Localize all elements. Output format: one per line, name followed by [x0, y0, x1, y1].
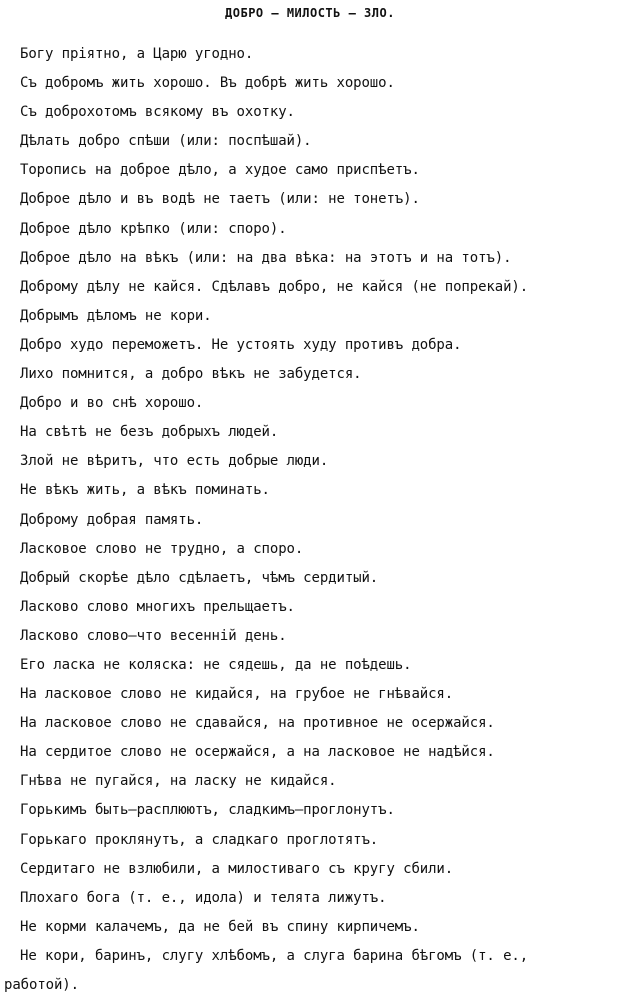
proverb-line: На сердитое слово не осержайся, а на ласковое не надѣйся. — [20, 744, 495, 761]
proverb-line: Ласково слово многихъ прельщаетъ. — [20, 598, 295, 615]
proverb-line: Не корми калачемъ, да не бей въ спину кирпичемъ. — [20, 918, 420, 935]
proverb-line: Добрый скорѣе дѣло сдѣлаетъ, чѣмъ сердитый. — [20, 569, 379, 586]
proverb-line: Его ласка не коляска: не сядешь, да не поѣдешь. — [20, 656, 412, 673]
proverb-line: Доброе дѣло и въ водѣ не таетъ (или: не тонетъ). — [20, 191, 420, 208]
proverb-line: Ласковое слово не трудно, а споро. — [20, 540, 304, 557]
proverb-line: Не вѣкъ жить, а вѣкъ поминать. — [20, 482, 270, 499]
proverb-line: Горькимъ быть—расплюютъ, сладкимъ—проглонутъ. — [20, 802, 395, 819]
proverb-line: Богу пріятно, а Царю угодно. — [20, 46, 254, 62]
proverb-line: Горькаго проклянутъ, а сладкаго проглотятъ. — [20, 831, 379, 848]
proverb-line: На ласковое слово не кидайся, на грубое не гнѣвайся. — [20, 686, 454, 703]
proverb-line: На ласковое слово не сдавайся, на противное не осержайся. — [20, 715, 495, 732]
proverb-line: Лихо помнится, а добро вѣкъ не забудется. — [20, 366, 362, 383]
proverb-line: Торопись на доброе дѣло, а худое само приспѣетъ. — [20, 162, 420, 179]
proverb-line: Добро худо переможетъ. Не устоять худу противъ добра. — [20, 336, 462, 353]
proverb-line: Сердитаго не взлюбили, а милостиваго съ кругу сбили. — [20, 860, 454, 877]
proverb-line: Доброму дѣлу не кайся. Сдѣлавъ добро, не кайся (не попрекай). — [20, 278, 529, 295]
proverb-line: Доброе дѣло крѣпко (или: споро). — [20, 220, 287, 237]
proverb-line: На свѣтѣ не безъ добрыхъ людей. — [20, 424, 279, 441]
proverb-line: Доброму добрая память. — [20, 511, 204, 528]
proverb-line: Добрымъ дѣломъ не кори. — [20, 307, 212, 324]
running-head: ДОБРО — МИЛОСТЬ — ЗЛО. — [225, 6, 395, 20]
proverb-line: Дѣлать добро спѣши (или: поспѣшай). — [20, 133, 312, 150]
proverb-line: Плохаго бога (т. е., идола) и телята лижутъ. — [20, 889, 387, 906]
proverb-line: Съ доброхотомъ всякому въ охотку. — [20, 104, 295, 121]
proverb-line: Доброе дѣло на вѣкъ (или: на два вѣка: на этотъ и на тотъ). — [20, 249, 512, 266]
proverb-list — [4, 40, 612, 1000]
proverb-line: Добро и во снѣ хорошо. — [20, 395, 204, 412]
proverb-line: Не кори, баринъ, слугу хлѣбомъ, а слуга барина бѣгомъ (т. е., — [20, 947, 529, 964]
proverb-line: Ласково слово—что весенній день. — [20, 627, 287, 644]
proverb-line: Съ добромъ жить хорошо. Въ добрѣ жить хорошо. — [20, 75, 395, 92]
proverb-line-continuation: работой). — [4, 977, 79, 993]
proverb-line: Гнѣва не пугайся, на ласку не кидайся. — [20, 773, 337, 790]
proverb-line: Злой не вѣритъ, что есть добрые люди. — [20, 453, 329, 470]
